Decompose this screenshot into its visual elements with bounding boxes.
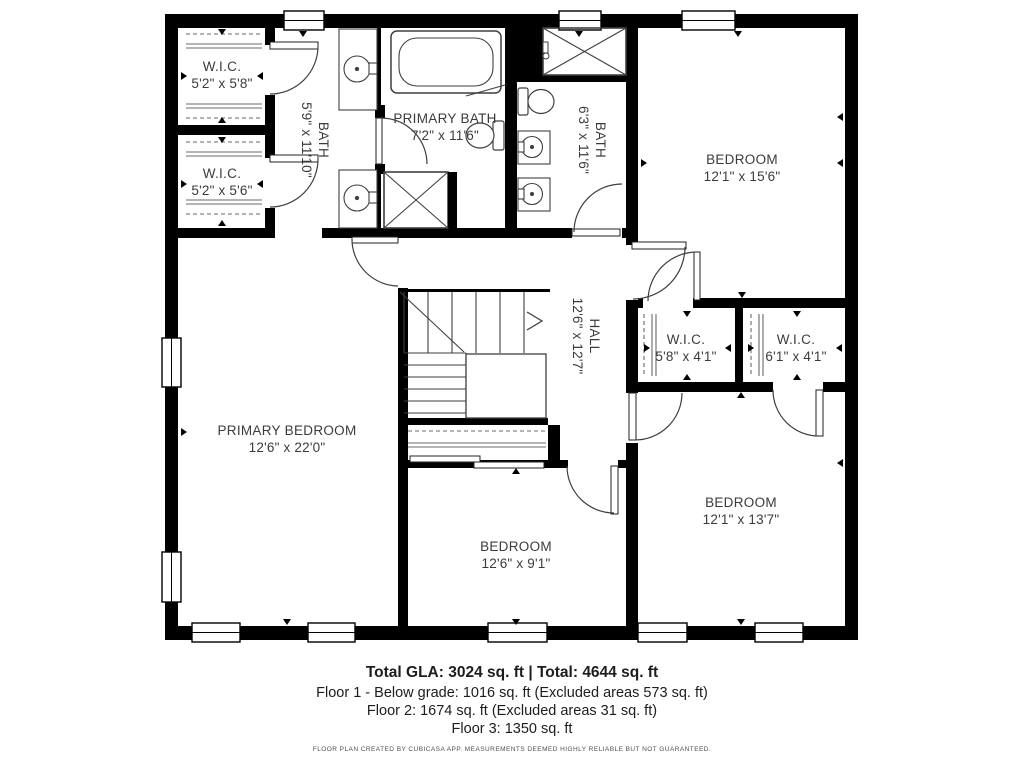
vanity-sink — [339, 29, 377, 110]
room-label-bedroom-top-right: BEDROOM 12'1" x 15'6" — [703, 152, 781, 184]
room-label-hall: HALL 12'6" x 12'7" — [570, 297, 602, 375]
floor2-area-text: Floor 2: 1674 sq. ft (Excluded areas 31 sq. ft) — [366, 703, 658, 719]
door-primary-bedroom — [352, 237, 398, 286]
floor1-area-text: Floor 1 - Below grade: 1016 sq. ft (Excluded areas 573 sq. ft) — [316, 685, 708, 701]
stairs — [398, 289, 550, 418]
window — [682, 11, 735, 30]
window — [488, 623, 547, 642]
window — [559, 11, 601, 30]
vanity-sink — [518, 131, 550, 164]
room-label-bath-corridor: BATH 5'9" x 11'10" — [299, 102, 331, 178]
stair-direction-arrow — [527, 312, 542, 330]
room-label-bedroom-bottom-right: BEDROOM 12'1" x 13'7" — [702, 495, 780, 527]
door-bedroom-bottom-right — [629, 393, 682, 440]
door-bedroom-bottom-center — [567, 466, 618, 514]
window — [638, 623, 687, 642]
window — [308, 623, 355, 642]
vanity-sink — [339, 170, 377, 228]
room-label-bath-top: BATH 6'3" x 11'6" — [576, 106, 608, 174]
door-top-bath — [572, 184, 622, 236]
room-label-primary-bath: PRIMARY BATH 7'2" x 11'6" — [393, 111, 497, 143]
window — [162, 338, 181, 387]
window — [192, 623, 240, 642]
shower-top-bath — [543, 28, 626, 75]
stair-landing — [466, 354, 546, 418]
floor3-area-text: Floor 3: 1350 sq. ft — [451, 721, 573, 737]
room-label-primary-bedroom: PRIMARY BEDROOM 12'6" x 22'0" — [217, 423, 357, 455]
room-label-wic-right: W.I.C. 6'1" x 4'1" — [765, 332, 827, 364]
vanity-sink — [518, 178, 550, 211]
room-label-wic-mid-left: W.I.C. 5'2" x 5'6" — [191, 166, 253, 198]
room-label-wic-hall: W.I.C. 5'8" x 4'1" — [655, 332, 717, 364]
window — [162, 552, 181, 602]
cubicasa-disclaimer: FLOOR PLAN CREATED BY CUBICASA APP. MEASUREMENTS DEEMED HIGHLY RELIABLE BUT NOT GUARANTEED. — [312, 746, 712, 753]
total-gla-text: Total GLA: 3024 sq. ft | Total: 4644 sq. ft — [365, 664, 659, 681]
door-wic-top-left — [270, 42, 318, 94]
window — [755, 623, 803, 642]
window — [284, 11, 324, 30]
shower-primary-bath — [384, 172, 457, 228]
room-label-wic-top-left: W.I.C. 5'2" x 5'8" — [191, 59, 253, 91]
bathtub — [391, 31, 505, 96]
room-label-bedroom-bottom-center: BEDROOM 12'6" x 9'1" — [480, 539, 552, 571]
area-summary — [0, 663, 1024, 753]
door-wic-right — [773, 390, 823, 436]
stair-break-line — [400, 292, 464, 352]
toilet-top-bath — [518, 88, 554, 115]
